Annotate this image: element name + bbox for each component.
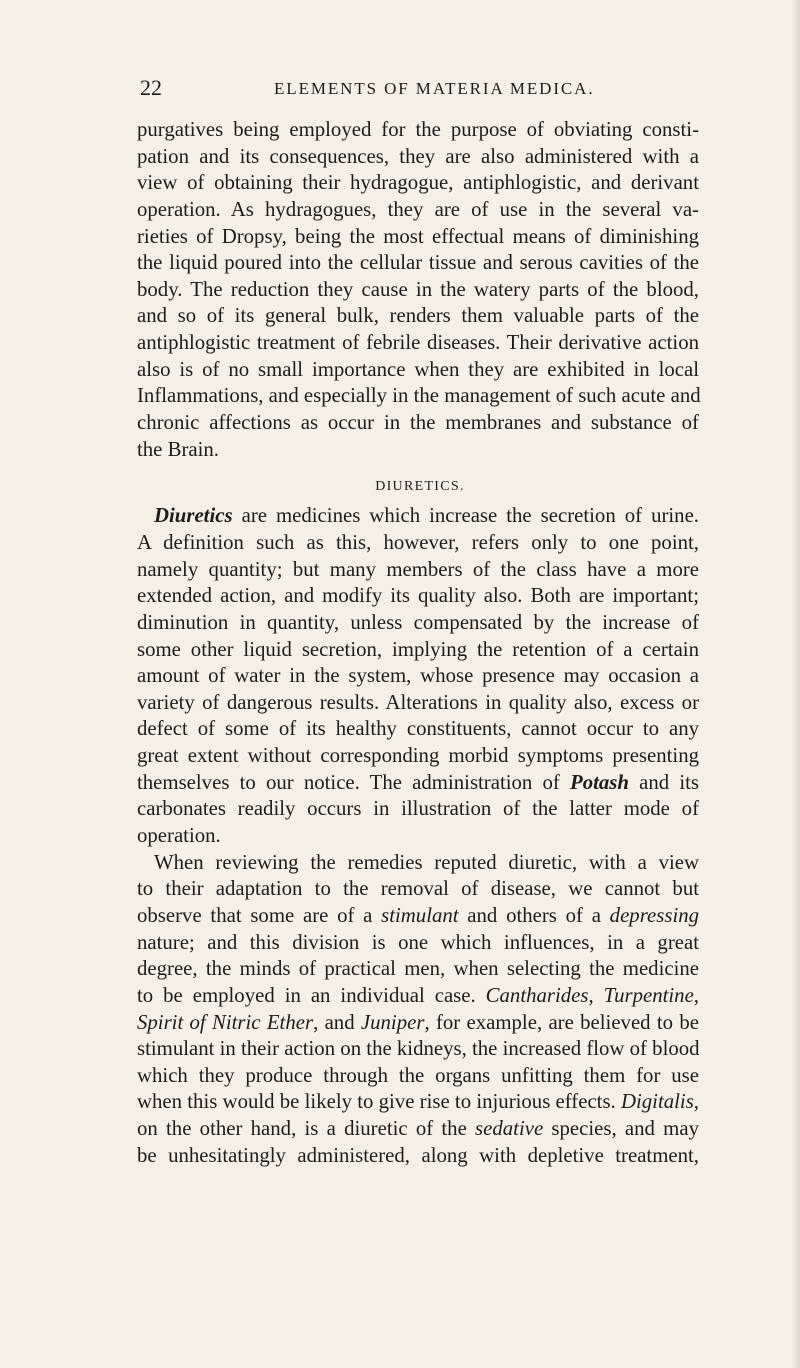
page-number: 22 <box>140 75 162 100</box>
text-segment: , <box>693 1090 699 1114</box>
text-line <box>137 503 699 530</box>
term-depressing: depressing <box>609 903 700 927</box>
text-line: be unhesitatingly administered, along with depletive treatment, <box>137 1143 699 1167</box>
text-line: purgatives being employed for the purpose of obviating consti- <box>137 118 699 141</box>
text-line: variety of dangerous results. Alterations in quality also, excess or <box>137 690 699 714</box>
text-line: view of obtaining their hydragogue, antiphlogistic, and derivant <box>137 171 699 195</box>
text-segment: themselves to our notice. The administration of <box>137 770 571 794</box>
text-segment: and its <box>628 770 700 794</box>
text-segment: species, and may <box>543 1117 699 1141</box>
text-line: Inflammations, and especially in the management of such acute and <box>137 384 701 408</box>
term-digitalis: Digitalis <box>620 1090 694 1114</box>
paragraph-purgatives <box>137 117 699 463</box>
text-segment: when this would be likely to give rise to injurious effects. <box>137 1090 621 1114</box>
text-line <box>137 1089 699 1116</box>
text-segment: , <box>588 983 604 1007</box>
text-line: also is of no small importance when they are exhibited in local <box>137 357 699 381</box>
paragraph-stimulant-sedative <box>137 850 699 1170</box>
text-line: diminution in quantity, unless compensated by the increase of <box>137 610 699 634</box>
text-line: the liquid poured into the cellular tissue and serous cavities of the <box>137 251 699 275</box>
text-segment: are medicines which increase the secretion of urine. <box>232 504 699 528</box>
text-line: namely quantity; but many members of the class have a more <box>137 557 699 581</box>
paragraph-diuretics-definition <box>137 503 699 849</box>
text-line: some other liquid secretion, implying the retention of a certain <box>137 637 699 661</box>
text-line <box>137 1010 699 1037</box>
text-line: operation. <box>137 824 221 848</box>
text-line: nature; and this division is one which influences, in a great <box>137 930 699 954</box>
text-line: defect of some of its healthy constituents, cannot occur to any <box>137 717 699 741</box>
running-head: ELEMENTS OF MATERIA MEDICA. <box>274 79 595 98</box>
term-spirit-of-nitric-ether: Spirit of Nitric Ether <box>137 1010 314 1034</box>
text-line <box>137 903 699 930</box>
text-line: and so of its general bulk, renders them valuable parts of the <box>137 304 699 328</box>
text-line: degree, the minds of practical men, when selecting the medicine <box>137 957 699 981</box>
term-juniper: Juniper <box>360 1010 425 1034</box>
page-header <box>140 76 700 100</box>
text-line <box>137 1116 699 1143</box>
text-segment: and others of a <box>458 903 610 927</box>
term-potash: Potash <box>570 770 629 794</box>
text-segment: on the other hand, is a diuretic of the <box>137 1117 476 1141</box>
text-line: operation. As hydragogues, they are of use in the several va- <box>137 197 699 221</box>
text-segment: , for example, are believed to be <box>424 1010 699 1034</box>
text-line: amount of water in the system, whose presence may occasion a <box>137 664 699 688</box>
term-cantharides: Cantharides <box>485 983 589 1007</box>
text-line: When reviewing the remedies reputed diuretic, with a view <box>154 850 699 874</box>
text-line: carbonates readily occurs in illustration of the latter mode of <box>137 797 699 821</box>
text-line: chronic affections as occur in the membranes and substance of <box>137 411 699 435</box>
text-line <box>137 770 699 797</box>
term-stimulant: stimulant <box>381 903 459 927</box>
text-line: which they produce through the organs unfitting them for use <box>137 1063 699 1087</box>
text-line: great extent without corresponding morbid symptoms presenting <box>137 744 699 768</box>
term-diuretics: Diuretics <box>154 504 233 528</box>
text-line: A definition such as this, however, refers only to one point, <box>137 530 699 554</box>
text-line: the Brain. <box>137 437 220 461</box>
page-edge-shadow <box>792 0 800 1368</box>
text-segment: , and <box>313 1010 361 1034</box>
section-heading: DIURETICS. <box>375 479 465 495</box>
text-line: body. The reduction they cause in the watery parts of the blood, <box>137 277 699 301</box>
body-text <box>137 117 699 1169</box>
term-sedative: sedative <box>475 1117 544 1141</box>
text-line <box>137 983 699 1010</box>
text-line: pation and its consequences, they are also administered with a <box>137 144 699 168</box>
text-line: to their adaptation to the removal of disease, we cannot but <box>137 877 699 901</box>
text-segment: observe that some are of a <box>137 903 382 927</box>
text-line: antiphlogistic treatment of febrile diseases. Their derivative action <box>137 331 699 355</box>
text-line: extended action, and modify its quality also. Both are important; <box>137 584 699 608</box>
text-segment: to be employed in an individual case. <box>137 983 486 1007</box>
term-turpentine: Turpentine <box>603 983 694 1007</box>
text-line: stimulant in their action on the kidneys, the increased flow of blood <box>137 1037 700 1061</box>
text-line: rieties of Dropsy, being the most effectual means of diminishing <box>137 224 699 248</box>
text-segment: , <box>693 983 699 1007</box>
